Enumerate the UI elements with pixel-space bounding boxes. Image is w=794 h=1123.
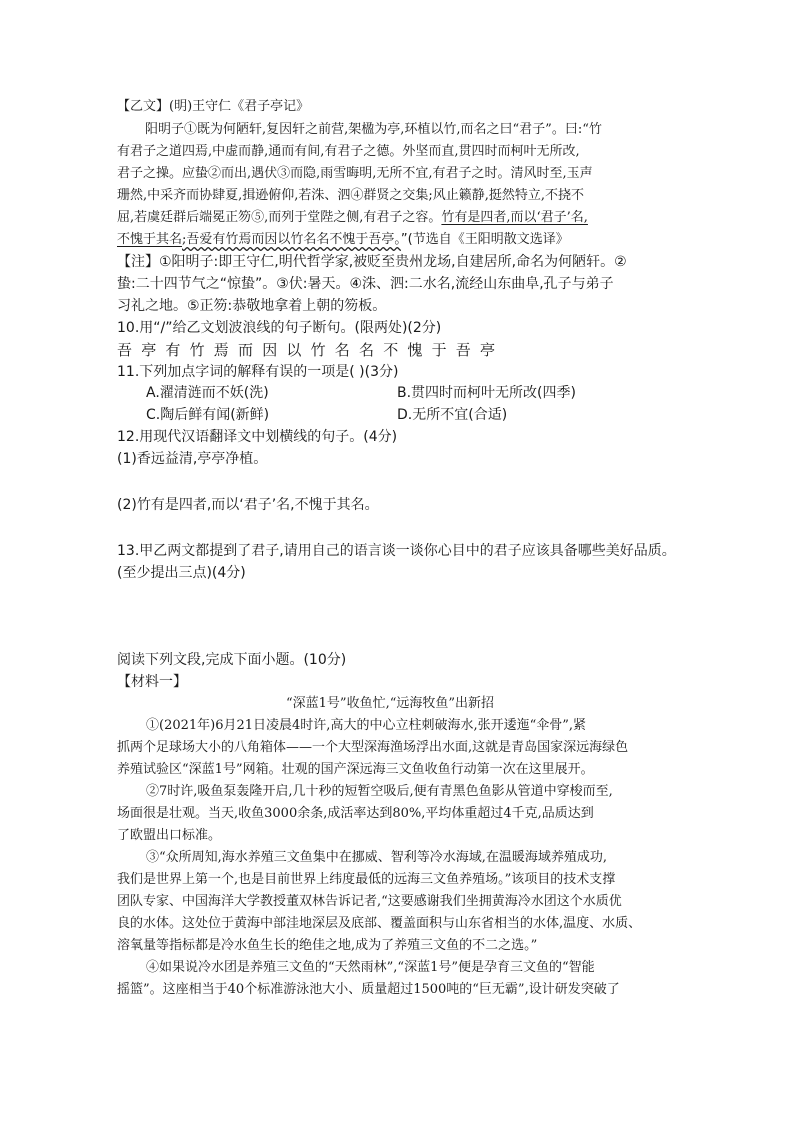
question-12-item-1: (1)香远益清,亭亭净植。 bbox=[117, 451, 268, 467]
notes-line: 蛰:二十四节气之“惊蛰”。③伏:暑天。④洙、泗:二水名,流经山东曲阜,孔子与弟子 bbox=[117, 276, 614, 292]
yiwen-line: 珊然,中采齐而协肆夏,揖逊俯仰,若洙、泗④群贤之交集;风止籁静,挺然特立,不挠不 bbox=[117, 188, 585, 203]
article-line: 团队专家、中国海洋大学教授董双林告诉记者,“这要感谢我们坐拥黄海冷水团这个水质优 bbox=[117, 894, 622, 909]
article-line: ④如果说冷水团是养殖三文鱼的“天然雨林”,“深蓝1号”便是孕育三文鱼的“智能 bbox=[146, 960, 595, 975]
question-11-option-d: D.无所不宜(合适) bbox=[397, 407, 508, 423]
article-line: 良的水体。这处位于黄海中部洼地深层及底部、覆盖面积与山东省相当的水体,温度、水质、 bbox=[117, 916, 642, 931]
yiwen-line: 君子之操。应蛰②而出,遇伏③而隐,雨雪晦明,无所不宜,有君子之时。清风时至,玉声 bbox=[117, 166, 593, 181]
article-line: 场面很是壮观。当天,收鱼3000余条,成活率达到80%,平均体重超过4千克,品质达到 bbox=[117, 806, 594, 821]
question-11-option-c: C.陶后鲜有闻(新鲜) bbox=[146, 407, 270, 423]
yiwen-line bbox=[117, 233, 569, 246]
article-line: ②7时许,吸鱼泵轰隆开启,几十秒的短暂空吸后,便有青黑色鱼影从管道中穿梭而至, bbox=[146, 784, 613, 799]
yiwen-line: 阳明子①既为何陋轩,复因轩之前营,架楹为亭,环植以竹,而名之曰“君子”。曰:“竹 bbox=[145, 122, 602, 137]
notes-line: 习礼之地。⑤正笏:恭敬地拿着上朝的笏板。 bbox=[117, 298, 387, 314]
yiwen-line-text: 屈,若虞廷群后端冕正笏⑤,而列于堂陛之侧,有君子之容。 bbox=[117, 210, 442, 225]
underlined-sentence-part1: 竹有是四者,而以‘君子’名, bbox=[441, 210, 588, 225]
question-10: 10.用“/”给乙文划波浪线的句子断句。(限两处)(2分) bbox=[117, 320, 442, 336]
yiwen-line: 有君子之道四焉,中虚而静,通而有间,有君子之德。外坚而直,贯四时而柯叶无所改, bbox=[117, 144, 580, 159]
question-10-sentence: 吾亭有竹焉而因以竹名名不愧于吾亭 bbox=[117, 341, 505, 359]
question-13-line-2: (至少提出三点)(4分) bbox=[117, 565, 246, 581]
material-label: 【材料一】 bbox=[117, 674, 187, 690]
question-11-option-b: B.贯四时而柯叶无所改(四季) bbox=[397, 385, 576, 401]
source-citation: ”(节选自《王阳明散文选译》 bbox=[400, 232, 569, 247]
yiwen-line bbox=[117, 211, 588, 224]
underlined-sentence-part2: 不愧于其名 bbox=[117, 232, 183, 247]
article-line: 养殖试验区“深蓝1号”网箱。壮观的国产深远海三文鱼收鱼行动第一次在这里展开。 bbox=[117, 762, 594, 777]
reading-intro: 阅读下列文段,完成下面小题。(10分) bbox=[117, 652, 347, 668]
article-line: ①(2021年)6月21日凌晨4时许,高大的中心立柱刺破海水,张开逶迤“伞骨”,紧 bbox=[146, 718, 587, 733]
question-12: 12.用现代汉语翻译文中划横线的句子。(4分) bbox=[117, 429, 398, 445]
question-11-option-a: A.濯清涟而不妖(洗) bbox=[146, 385, 269, 401]
wavy-underlined-sentence: ;吾爱有竹焉而因以竹名名不愧于吾亭。 bbox=[182, 232, 401, 247]
article-title: “深蓝1号”收鱼忙,“远海牧鱼”出新招 bbox=[286, 696, 494, 711]
article-line: 抓两个足球场大小的八角箱体——一个大型深海渔场浮出水面,这就是青岛国家深远海绿色 bbox=[117, 740, 629, 755]
article-line: 了欧盟出口标准。 bbox=[117, 828, 222, 843]
notes-line: 【注】①阳明子:即王守仁,明代哲学家,被贬至贵州龙场,自建居所,命名为何陋轩。② bbox=[117, 254, 627, 270]
article-line: 摇篮”。这座相当于40个标准游泳池大小、质量超过1500吨的“巨无霸”,设计研发突破了 bbox=[117, 982, 620, 997]
question-11: 11.下列加点字词的解释有误的一项是( )(3分) bbox=[117, 364, 399, 380]
question-13: 13.甲乙两文都提到了君子,请用自己的语言谈一谈你心目中的君子应该具备哪些美好品质。 bbox=[117, 543, 676, 559]
question-12-item-2: (2)竹有是四者,而以‘君子’名,不愧于其名。 bbox=[117, 497, 379, 513]
article-line: 我们是世界上第一个,也是目前世界上纬度最低的远海三文鱼养殖场。”该项目的技术支撑 bbox=[117, 872, 616, 887]
yiwen-heading: 【乙文】(明)王守仁《君子亭记》 bbox=[117, 99, 310, 114]
article-line: 溶氧量等指标都是冷水鱼生长的绝佳之地,成为了养殖三文鱼的不二之选。” bbox=[117, 938, 538, 953]
article-line: ③“众所周知,海水养殖三文鱼集中在挪威、智利等冷水海域,在温暖海域养殖成功, bbox=[146, 850, 608, 865]
